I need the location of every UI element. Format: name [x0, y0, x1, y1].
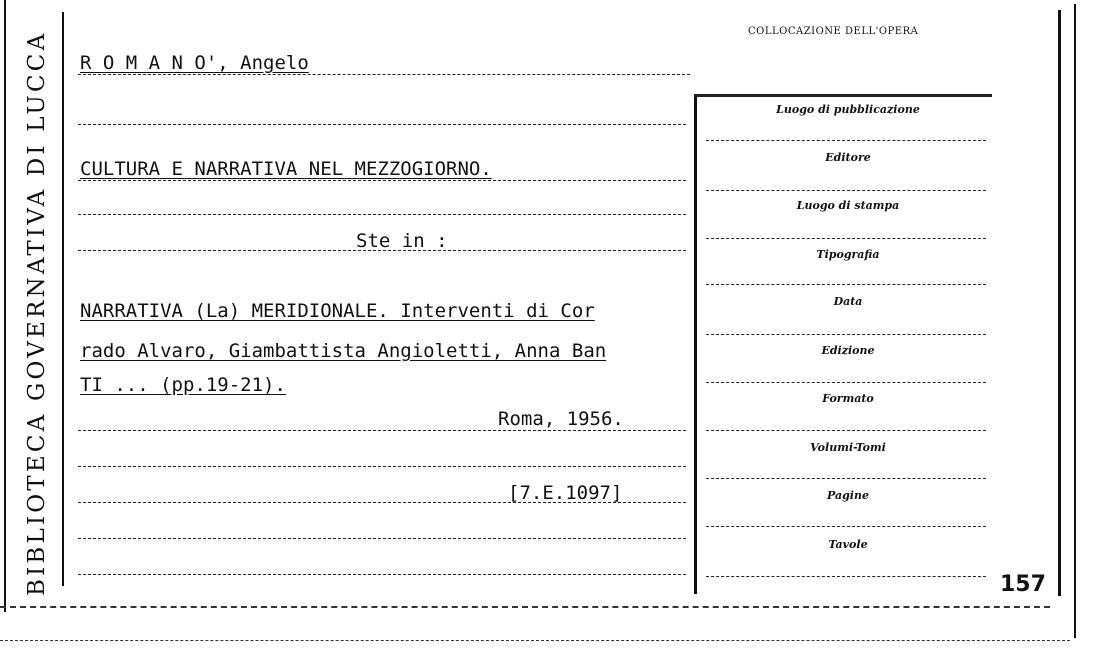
collocation-line — [706, 190, 986, 191]
rule-line — [78, 124, 686, 125]
rule-line — [78, 430, 686, 431]
field-editore: Editore — [825, 151, 871, 164]
place-year: Roma, 1956. — [498, 408, 624, 430]
collocation-line — [706, 576, 986, 577]
collocation-line — [706, 284, 986, 285]
rule-line — [78, 574, 686, 575]
field-tipografia: Tipografia — [816, 248, 880, 261]
field-pagine: Pagine — [827, 489, 869, 502]
collocation-line — [706, 140, 986, 141]
work-title: CULTURA E NARRATIVA NEL MEZZOGIORNO. — [80, 158, 492, 180]
rule-line — [78, 214, 686, 215]
collocation-line — [706, 238, 986, 239]
author-name: R O M A N O', Angelo — [80, 52, 309, 74]
shelfmark: [7.E.1097] — [508, 482, 623, 504]
left-margin-rule — [4, 0, 6, 612]
field-edizione: Edizione — [821, 344, 875, 357]
collocation-line — [706, 382, 986, 383]
in-label: Ste in : — [356, 230, 448, 252]
field-tavole: Tavole — [828, 538, 868, 551]
collocation-box-top — [694, 94, 992, 97]
field-formato: Formato — [822, 392, 874, 405]
bottom-rule — [0, 606, 1050, 608]
collocation-line — [706, 430, 986, 431]
collocation-box-left — [694, 94, 697, 594]
collocation-line — [706, 526, 986, 527]
field-volumi-tomi: Volumi-Tomi — [810, 441, 886, 454]
inner-margin-rule — [62, 12, 64, 586]
rule-line — [78, 538, 686, 539]
handwritten-number: 157 — [1000, 572, 1046, 597]
rule-line — [78, 466, 686, 467]
collocation-heading: COLLOCAZIONE DELL'OPERA — [748, 26, 919, 37]
source-line-1: NARRATIVA (La) MERIDIONALE. Interventi di Cor — [80, 300, 595, 322]
rule-line — [78, 180, 686, 181]
field-luogo-pubblicazione: Luogo di pubblicazione — [776, 103, 920, 116]
library-label: BIBLIOTECA GOVERNATIVA DI LUCCA — [24, 30, 50, 596]
field-luogo-stampa: Luogo di stampa — [796, 199, 900, 212]
field-data: Data — [833, 295, 863, 308]
right-edge-rule — [1074, 4, 1076, 638]
bottom-edge — [0, 640, 1070, 641]
rule-line — [78, 74, 690, 75]
collocation-line — [706, 334, 986, 335]
collocation-line — [706, 478, 986, 479]
source-line-2: rado Alvaro, Giambattista Angioletti, Anna Ban — [80, 340, 607, 362]
right-border-rule — [1058, 10, 1061, 596]
source-line-3: TI ... (pp.19-21). — [80, 374, 286, 396]
